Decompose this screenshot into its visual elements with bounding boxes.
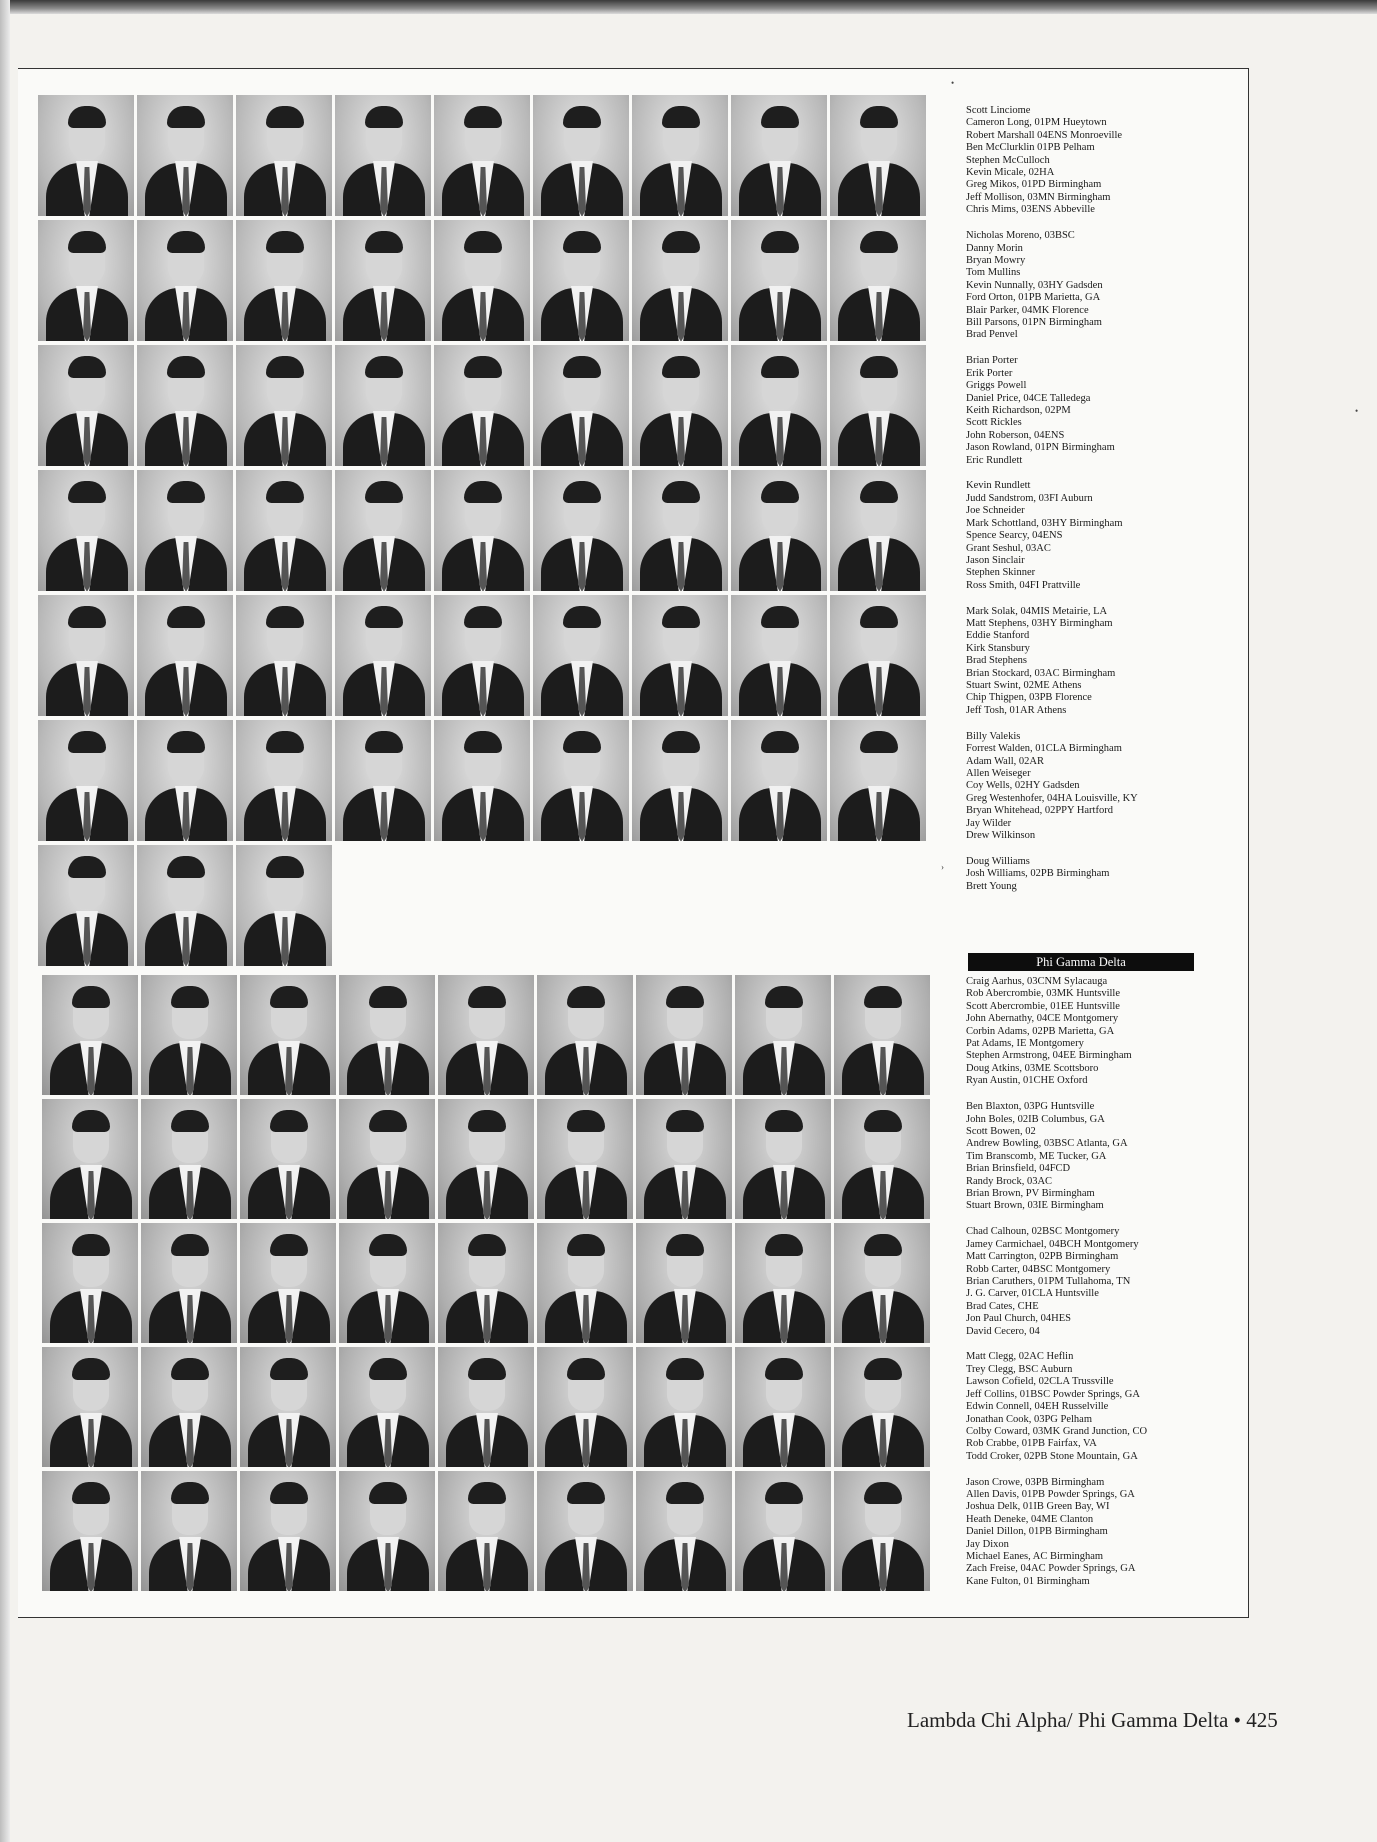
member-name: Ben Blaxton, 03PG Huntsville (966, 1101, 1095, 1113)
portrait-photo (137, 95, 233, 216)
portrait-photo (236, 345, 332, 466)
portrait-photo (42, 1099, 138, 1219)
portrait-photo (434, 345, 530, 466)
member-name: Robb Carter, 04BSC Montgomery (966, 1263, 1111, 1275)
phi-gamma-name-group (966, 1226, 1147, 1338)
portrait-photo (533, 720, 629, 841)
portrait-photo (731, 720, 827, 841)
member-name: Jay Wilder (966, 817, 1012, 829)
portrait-photo (632, 220, 728, 341)
page-footer: Lambda Chi Alpha/ Phi Gamma Delta • 425 (907, 1708, 1278, 1732)
member-name: Grant Seshul, 03AC (966, 542, 1051, 554)
member-name: Bill Parsons, 01PN Birmingham (966, 317, 1102, 328)
portrait-photo (137, 220, 233, 341)
portrait-photo (137, 345, 233, 466)
member-name: Brian Stockard, 03AC Birmingham (966, 667, 1116, 679)
member-name: Brian Brown, PV Birmingham (966, 1188, 1095, 1199)
portrait-photo (236, 470, 332, 591)
member-name: Allen Davis, 01PB Powder Springs, GA (966, 1489, 1135, 1501)
portrait-photo (731, 95, 827, 216)
member-name: Jay Dixon (966, 1538, 1009, 1550)
portrait-photo (735, 1223, 831, 1343)
portrait-photo (636, 1223, 732, 1343)
lambda-chi-name-group (966, 731, 1138, 843)
member-name: Eddie Stanford (966, 630, 1030, 642)
member-name: Joe Schneider (966, 505, 1025, 517)
portrait-photo (141, 1471, 237, 1591)
member-name: John Roberson, 04ENS (966, 429, 1065, 441)
member-name: Spence Searcy, 04ENS (966, 530, 1063, 542)
member-name: Bryan Mowry (966, 254, 1026, 266)
phi-gamma-name-list (966, 976, 1147, 1602)
phi-gamma-photo-grid (42, 975, 930, 1591)
member-name: Judd Sandstrom, 03FI Auburn (966, 492, 1093, 504)
portrait-photo (438, 1471, 534, 1591)
member-name: Jeff Tosh, 01AR Athens (966, 704, 1067, 716)
member-name: Kirk Stansbury (966, 642, 1030, 654)
portrait-photo (240, 975, 336, 1095)
member-name: Jason Rowland, 01PN Birmingham (966, 442, 1115, 454)
portrait-photo (735, 1099, 831, 1219)
portrait-photo (731, 345, 827, 466)
member-name: Ryan Austin, 01CHE Oxford (966, 1075, 1088, 1087)
member-name: Tim Branscomb, ME Tucker, GA (966, 1150, 1107, 1162)
portrait-photo (731, 220, 827, 341)
portrait-photo (335, 595, 431, 716)
portrait-photo (735, 975, 831, 1095)
portrait-photo (137, 845, 233, 966)
portrait-photo (236, 220, 332, 341)
portrait-photo (632, 95, 728, 216)
member-name: Allen Weiseger (966, 768, 1031, 779)
portrait-photo (834, 975, 930, 1095)
member-name: Chad Calhoun, 02BSC Montgomery (966, 1226, 1120, 1238)
member-name: Keith Richardson, 02PM (966, 404, 1071, 416)
portrait-photo (141, 975, 237, 1095)
portrait-photo (42, 975, 138, 1095)
portrait-photo (240, 1223, 336, 1343)
portrait-photo (38, 720, 134, 841)
page-left-edge (0, 0, 10, 1842)
portrait-photo (38, 220, 134, 341)
member-name: Scott Rickles (966, 417, 1022, 429)
member-name: Griggs Powell (966, 380, 1027, 392)
portrait-photo (537, 1099, 633, 1219)
page-top-edge (0, 0, 1377, 14)
member-name: Michael Eanes, AC Birmingham (966, 1551, 1104, 1563)
member-name: J. G. Carver, 01CLA Huntsville (966, 1288, 1099, 1300)
lambda-chi-name-group (966, 480, 1138, 592)
portrait-photo (830, 220, 926, 341)
portrait-photo (240, 1347, 336, 1467)
member-name: Doug Williams (966, 855, 1030, 867)
member-name: Daniel Price, 04CE Talledega (966, 392, 1091, 404)
member-name: Robert Marshall 04ENS Monroeville (966, 129, 1123, 141)
portrait-photo (42, 1471, 138, 1591)
portrait-photo (537, 1347, 633, 1467)
member-name: Jamey Carmichael, 04BCH Montgomery (966, 1238, 1139, 1250)
portrait-photo (636, 1471, 732, 1591)
member-name: Chip Thigpen, 03PB Florence (966, 692, 1092, 704)
member-name: Mark Solak, 04MIS Metairie, LA (966, 605, 1108, 617)
top-mark: • (951, 78, 955, 88)
portrait-photo (735, 1347, 831, 1467)
portrait-photo (236, 595, 332, 716)
portrait-photo (834, 1471, 930, 1591)
portrait-photo (434, 220, 530, 341)
member-name: Stuart Brown, 03IE Birmingham (966, 1200, 1104, 1212)
portrait-photo (236, 845, 332, 966)
phi-gamma-name-group (966, 1101, 1147, 1213)
member-name: Colby Coward, 03MK Grand Junction, CO (966, 1425, 1148, 1437)
portrait-photo (537, 975, 633, 1095)
portrait-photo (236, 720, 332, 841)
member-name: Rob Crabbe, 01PB Fairfax, VA (966, 1438, 1097, 1450)
member-name: Jeff Mollison, 03MN Birmingham (966, 191, 1111, 203)
portrait-photo (236, 95, 332, 216)
member-name: Cameron Long, 01PM Hueytown (966, 117, 1107, 129)
phi-gamma-name-group (966, 976, 1147, 1088)
member-name: Rob Abercrombie, 03MK Huntsville (966, 988, 1120, 1000)
portrait-photo (335, 95, 431, 216)
portrait-photo (335, 720, 431, 841)
member-name: Brad Penvel (966, 329, 1018, 341)
member-name: Brad Stephens (966, 655, 1027, 667)
member-name: John Abernathy, 04CE Montgomery (966, 1013, 1119, 1025)
member-name: Scott Bowen, 02 (966, 1125, 1036, 1137)
portrait-photo (335, 220, 431, 341)
portrait-photo (834, 1223, 930, 1343)
member-name: Jason Sinclair (966, 554, 1025, 566)
section-heading: Phi Gamma Delta (968, 953, 1194, 971)
member-name: Matt Clegg, 02AC Heflin (966, 1351, 1074, 1363)
member-name: Kevin Rundlett (966, 480, 1031, 492)
member-name: Stuart Swint, 02ME Athens (966, 680, 1082, 692)
portrait-photo (632, 720, 728, 841)
member-name: Blair Parker, 04MK Florence (966, 304, 1089, 316)
portrait-photo (339, 1223, 435, 1343)
portrait-photo (42, 1223, 138, 1343)
portrait-photo (240, 1099, 336, 1219)
member-name: Bryan Whitehead, 02PPY Hartford (966, 805, 1113, 817)
portrait-photo (632, 595, 728, 716)
portrait-photo (438, 1347, 534, 1467)
portrait-photo (339, 1347, 435, 1467)
member-name: Scott Linciome (966, 105, 1031, 116)
portrait-photo (731, 470, 827, 591)
portrait-photo (830, 595, 926, 716)
portrait-photo (636, 975, 732, 1095)
portrait-photo (830, 345, 926, 466)
portrait-photo (533, 220, 629, 341)
member-name: Brad Cates, CHE (966, 1300, 1039, 1312)
lambda-chi-photo-grid (38, 95, 926, 966)
portrait-photo (339, 1099, 435, 1219)
portrait-photo (830, 95, 926, 216)
portrait-photo (537, 1471, 633, 1591)
side-mark: › (941, 862, 944, 872)
member-name: Greg Westenhofer, 04HA Louisville, KY (966, 792, 1138, 804)
member-name: Matt Carrington, 02PB Birmingham (966, 1251, 1119, 1263)
member-name: Joshua Delk, 01IB Green Bay, WI (966, 1501, 1110, 1513)
portrait-photo (434, 95, 530, 216)
member-name: Forrest Walden, 01CLA Birmingham (966, 743, 1122, 755)
member-name: Mark Schottland, 03HY Birmingham (966, 517, 1123, 529)
portrait-photo (636, 1099, 732, 1219)
member-name: Daniel Dillon, 01PB Birmingham (966, 1526, 1108, 1538)
portrait-photo (434, 720, 530, 841)
member-name: Todd Croker, 02PB Stone Mountain, GA (966, 1450, 1138, 1462)
member-name: Brian Brinsfield, 04FCD (966, 1163, 1071, 1175)
member-name: Greg Mikos, 01PD Birmingham (966, 179, 1102, 191)
portrait-photo (434, 595, 530, 716)
lambda-chi-name-group (966, 606, 1138, 718)
phi-gamma-name-group (966, 1477, 1147, 1589)
member-name: Josh Williams, 02PB Birmingham (966, 868, 1110, 880)
phi-gamma-name-group (966, 1351, 1147, 1463)
lambda-chi-name-group (966, 230, 1138, 342)
portrait-photo (834, 1347, 930, 1467)
portrait-photo (438, 975, 534, 1095)
portrait-photo (137, 595, 233, 716)
portrait-photo (636, 1347, 732, 1467)
portrait-photo (42, 1347, 138, 1467)
member-name: Billy Valekis (966, 730, 1021, 742)
portrait-photo (339, 975, 435, 1095)
portrait-photo (632, 345, 728, 466)
member-name: Drew Wilkinson (966, 830, 1036, 842)
portrait-photo (632, 470, 728, 591)
portrait-photo (38, 470, 134, 591)
portrait-photo (38, 845, 134, 966)
member-name: Brian Porter (966, 355, 1018, 367)
portrait-photo (38, 595, 134, 716)
member-name: Corbin Adams, 02PB Marietta, GA (966, 1025, 1115, 1037)
member-name: Kane Fulton, 01 Birmingham (966, 1575, 1090, 1587)
member-name: Stephen Skinner (966, 567, 1036, 579)
member-name: Nicholas Moreno, 03BSC (966, 230, 1075, 242)
member-name: Randy Brock, 03AC (966, 1175, 1053, 1187)
member-name: Stephen McCulloch (966, 154, 1050, 166)
portrait-photo (537, 1223, 633, 1343)
member-name: Chris Mims, 03ENS Abbeville (966, 204, 1095, 216)
member-name: Adam Wall, 02AR (966, 755, 1044, 767)
lambda-chi-name-group (966, 355, 1138, 467)
portrait-photo (38, 95, 134, 216)
member-name: Kevin Nunnally, 03HY Gadsden (966, 279, 1103, 291)
member-name: Andrew Bowling, 03BSC Atlanta, GA (966, 1138, 1128, 1150)
lambda-chi-name-list (966, 105, 1138, 907)
portrait-photo (834, 1099, 930, 1219)
member-name: Brett Young (966, 880, 1017, 892)
portrait-photo (731, 595, 827, 716)
portrait-photo (141, 1223, 237, 1343)
member-name: Jonathan Cook, 03PG Pelham (966, 1413, 1092, 1425)
member-name: Lawson Cofield, 02CLA Trussville (966, 1376, 1114, 1388)
member-name: Zach Freise, 04AC Powder Springs, GA (966, 1563, 1136, 1575)
member-name: Brian Caruthers, 01PM Tullahoma, TN (966, 1275, 1131, 1287)
margin-mark: • (1355, 406, 1359, 416)
portrait-photo (830, 720, 926, 841)
member-name: Pat Adams, IE Montgomery (966, 1038, 1084, 1050)
portrait-photo (735, 1471, 831, 1591)
portrait-photo (141, 1347, 237, 1467)
lambda-chi-name-group (966, 105, 1138, 217)
member-name: John Boles, 02IB Columbus, GA (966, 1113, 1105, 1125)
member-name: Eric Rundlett (966, 454, 1023, 466)
member-name: Ford Orton, 01PB Marietta, GA (966, 292, 1101, 304)
portrait-photo (434, 470, 530, 591)
member-name: Stephen Armstrong, 04EE Birmingham (966, 1050, 1132, 1062)
portrait-photo (141, 1099, 237, 1219)
member-name: Craig Aarhus, 03CNM Sylacauga (966, 976, 1108, 987)
member-name: Danny Morin (966, 242, 1023, 254)
member-name: Trey Clegg, BSC Auburn (966, 1363, 1073, 1375)
member-name: Tom Mullins (966, 267, 1021, 279)
portrait-photo (137, 720, 233, 841)
member-name: Heath Deneke, 04ME Clanton (966, 1513, 1094, 1525)
portrait-photo (533, 470, 629, 591)
member-name: Doug Atkins, 03ME Scottsboro (966, 1062, 1099, 1074)
member-name: Kevin Micale, 02HA (966, 167, 1055, 179)
member-name: Erik Porter (966, 367, 1013, 379)
portrait-photo (438, 1223, 534, 1343)
portrait-photo (438, 1099, 534, 1219)
member-name: Ben McClurklin 01PB Pelham (966, 142, 1095, 154)
lambda-chi-name-group (966, 856, 1138, 893)
portrait-photo (240, 1471, 336, 1591)
portrait-photo (38, 345, 134, 466)
member-name: Matt Stephens, 03HY Birmingham (966, 618, 1113, 630)
member-name: Jason Crowe, 03PB Birmingham (966, 1476, 1105, 1488)
member-name: Scott Abercrombie, 01EE Huntsville (966, 1000, 1120, 1012)
member-name: Jon Paul Church, 04HES (966, 1313, 1071, 1325)
portrait-photo (339, 1471, 435, 1591)
portrait-photo (335, 345, 431, 466)
member-name: Coy Wells, 02HY Gadsden (966, 780, 1080, 792)
portrait-photo (533, 95, 629, 216)
portrait-photo (533, 595, 629, 716)
portrait-photo (335, 470, 431, 591)
portrait-photo (830, 470, 926, 591)
portrait-photo (533, 345, 629, 466)
member-name: David Cecero, 04 (966, 1325, 1040, 1337)
member-name: Ross Smith, 04FI Prattville (966, 579, 1081, 591)
member-name: Jeff Collins, 01BSC Powder Springs, GA (966, 1388, 1140, 1400)
member-name: Edwin Connell, 04EH Russelville (966, 1401, 1109, 1413)
portrait-photo (137, 470, 233, 591)
